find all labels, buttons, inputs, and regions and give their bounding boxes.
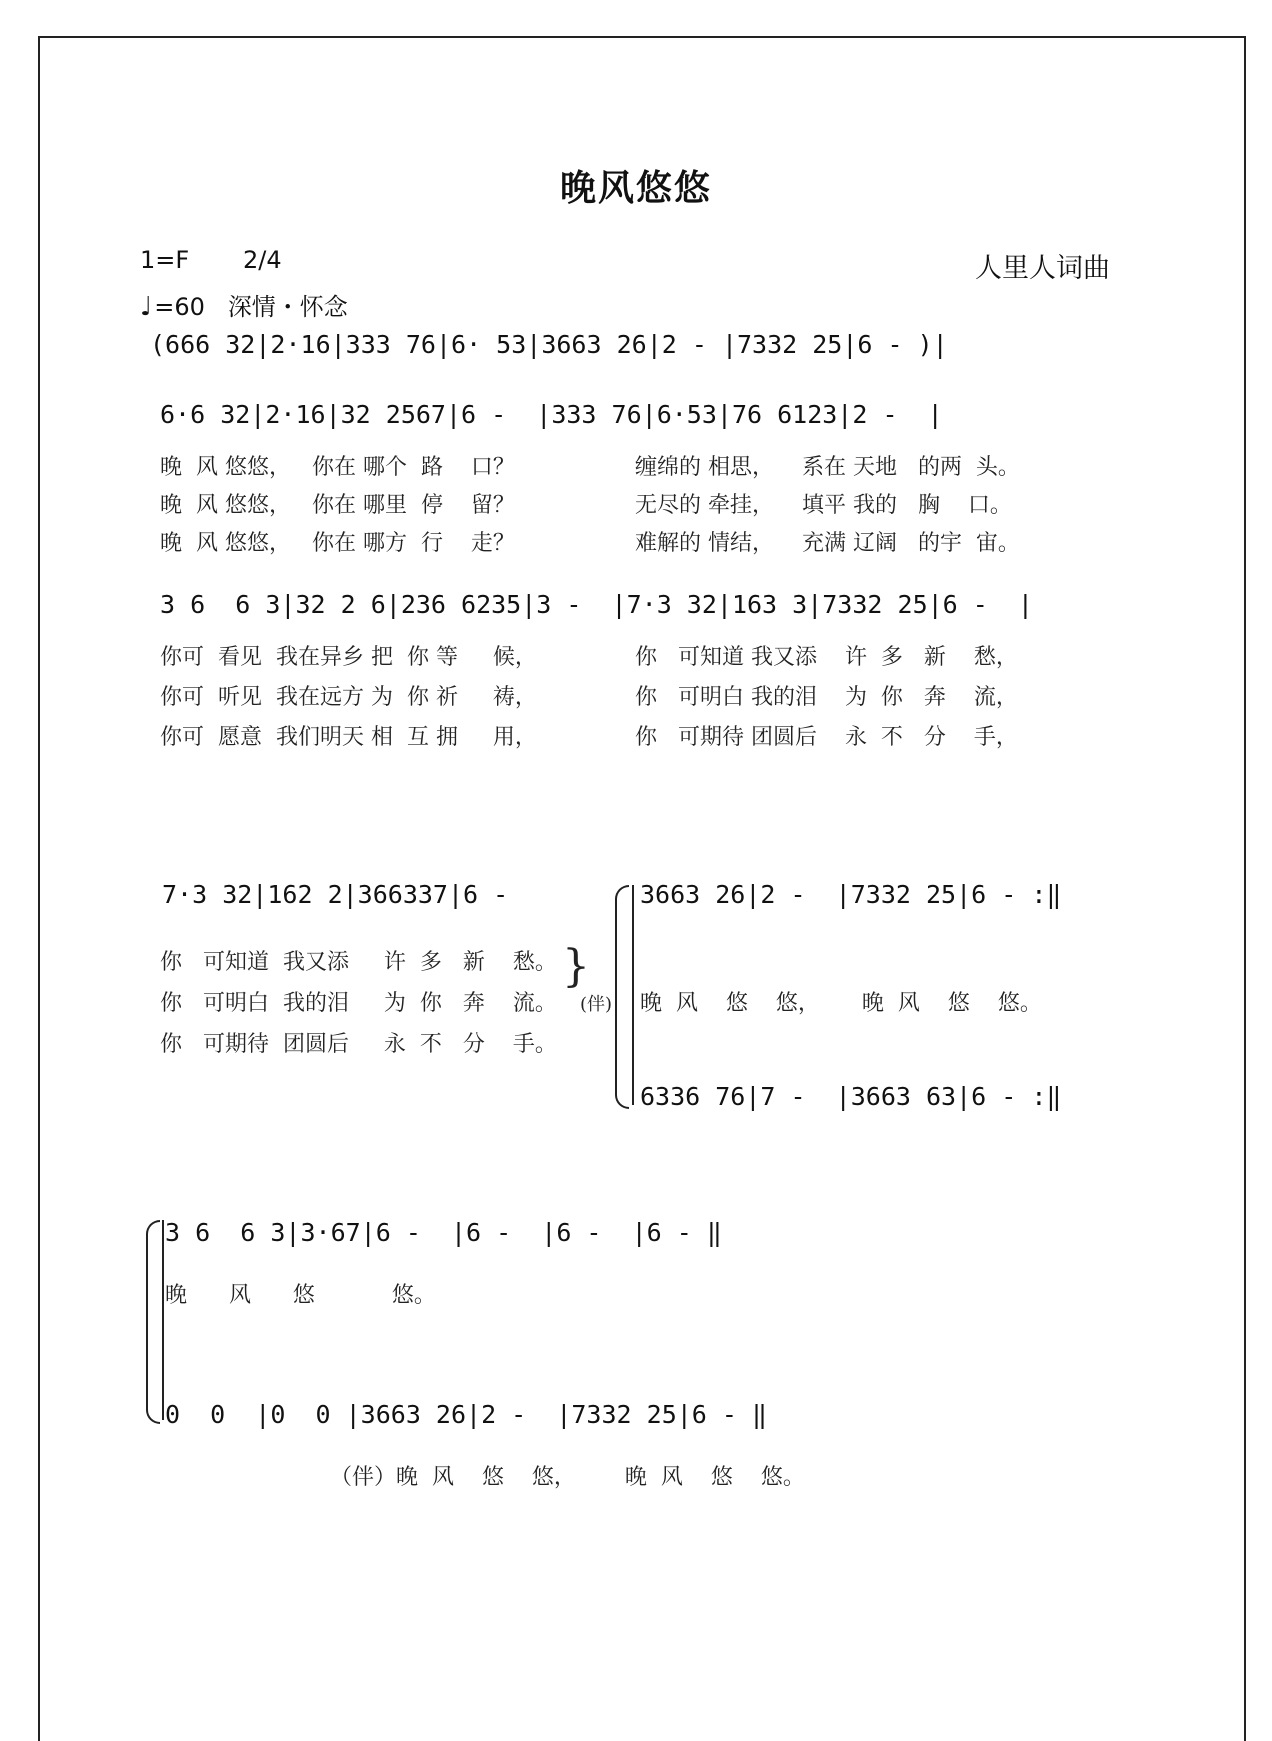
system-bracket-right (615, 885, 629, 1109)
brace-icon: } (562, 941, 590, 992)
staff-ending-lower: 0 0 |0 0 |3663 26|2 - |7332 25|6 - ‖ (165, 1400, 768, 1429)
lyric-verse-3b: 难解的 情结， 充满 辽阔 的宇 宙。 (635, 531, 1020, 556)
tempo-value: =60 (154, 293, 205, 321)
staff-bridge-right-upper: 3663 26|2 - |7332 25|6 - :‖ (640, 880, 1062, 909)
lyric-verse-1b: 缠绵的 相思， 系在 天地 的两 头。 (635, 455, 1020, 480)
song-title: 晚风悠悠 (559, 167, 712, 209)
lyric-ending-lower: （伴）晚 风 悠 悠， 晚 风 悠 悠。 (330, 1465, 805, 1490)
system-bracket-ending (146, 1220, 160, 1424)
lyric-chorus-2b: 你 可明白 我的泪 为 你 奔 流， (635, 685, 1018, 710)
quarter-note-icon: ♩ (140, 292, 153, 322)
lyric-verse-3a: 晚 风 悠悠， 你在 哪方 行 走？ (160, 531, 515, 556)
tempo-marking (140, 287, 348, 322)
composer-credit: 人里人词曲 (975, 253, 1110, 284)
system-bracket-line (632, 885, 634, 1105)
lyric-verse-2a: 晚 风 悠悠， 你在 哪里 停 留？ (160, 493, 515, 518)
lyric-chorus-3a: 你可 愿意 我们明天 相 互 拥 用， (160, 725, 537, 750)
lyric-bridge-3: 你 可期待 团圆后 永 不 分 手。 (160, 1032, 557, 1057)
expression-text: 深情・怀念 (227, 293, 348, 321)
lyric-bridge-2: 你 可明白 我的泪 为 你 奔 流。 (160, 991, 557, 1016)
staff-bridge-upper: 7·3 32|162 2|366337|6 - (162, 880, 509, 909)
system-bracket-ending-line (162, 1220, 164, 1420)
ban-label: (伴) (580, 994, 613, 1015)
lyric-chorus-2a: 你可 听见 我在远方 为 你 祈 祷， (160, 685, 537, 710)
staff-bridge-right-lower: 6336 76|7 - |3663 63|6 - :‖ (640, 1082, 1062, 1111)
lyric-chorus-1a: 你可 看见 我在异乡 把 你 等 候， (160, 645, 537, 670)
staff-ending-upper: 3 6 6 3|3·67|6 - |6 - |6 - |6 - ‖ (165, 1218, 722, 1247)
staff-chorus: 3 6 6 3|32 2 6|236 6235|3 - |7·3 32|163 3|7332 25|6 - | (160, 590, 1033, 619)
staff-intro: (666 32|2·16|333 76|6· 53|3663 26|2 - |7332 25|6 - )| (150, 330, 948, 359)
lyric-chorus-1b: 你 可知道 我又添 许 多 新 愁， (635, 645, 1018, 670)
staff-verse: 6·6 32|2·16|32 2567|6 - |333 76|6·53|76 6123|2 - | (160, 400, 943, 429)
lyric-bridge-1: 你 可知道 我又添 许 多 新 愁。 (160, 950, 557, 975)
lyric-chorus-3b: 你 可期待 团圆后 永 不 分 手， (635, 725, 1018, 750)
time-signature: 2/4 (243, 246, 282, 274)
lyric-verse-2b: 无尽的 牵挂， 填平 我的 胸 口。 (635, 493, 1012, 518)
lyric-refrain: 晚 风 悠 悠， 晚 风 悠 悠。 (640, 991, 1042, 1016)
lyric-ending-upper: 晚 风 悠 悠。 (165, 1283, 436, 1308)
lyric-verse-1a: 晚 风 悠悠， 你在 哪个 路 口？ (160, 455, 515, 480)
key-signature: 1=F (140, 246, 190, 274)
